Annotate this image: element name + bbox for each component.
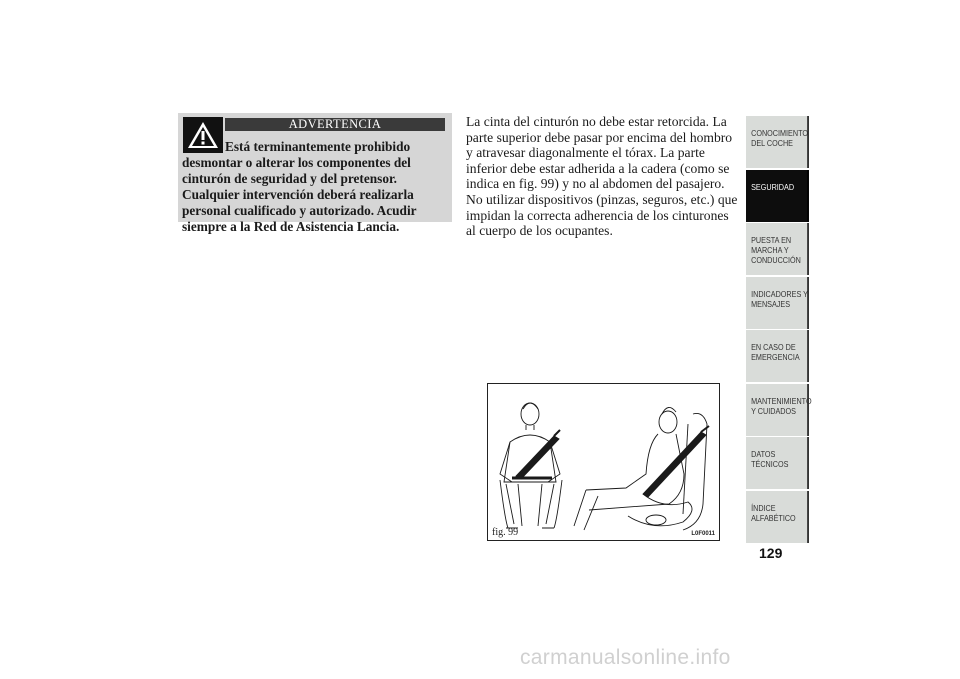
tab-datos-tecnicos[interactable] (746, 437, 809, 489)
warning-title: ADVERTENCIA (225, 118, 445, 131)
tab-label: ÍNDICE ALFABÉTICO (751, 502, 796, 523)
tab-label: SEGURIDAD (751, 181, 795, 192)
page-number: 129 (759, 545, 783, 561)
tab-seguridad[interactable] (746, 170, 809, 222)
tab-conocimiento-del-coche[interactable] (746, 116, 809, 168)
tab-indice-alfabetico[interactable] (746, 491, 809, 543)
tab-label: INDICADORES Y MENSAJES (751, 288, 808, 309)
tab-label: CONOCIMIENTO DEL COCHE (751, 128, 808, 148)
warning-text: Está terminantemente prohibido desmontar o alterar los componentes del cinturón de seguridad y del pretensor. Cualquier intervención deberá realizarla personal cualificado y autorizado. Acudir siempre a la Red de Asistencia Lancia. (182, 139, 417, 234)
tab-label: PUESTA EN MARCHA Y CONDUCCIÓN (751, 235, 801, 265)
tab-emergencia[interactable] (746, 330, 809, 382)
tab-puesta-en-marcha[interactable] (746, 223, 809, 275)
tab-mantenimiento[interactable] (746, 384, 812, 436)
watermark: carmanualsonline.info (520, 646, 731, 669)
seatbelt-illustration (488, 384, 721, 542)
body-paragraph: La cinta del cinturón no debe estar retorcida. La parte superior debe pasar por encima del hombro y atravesar diagonalmente el tórax. La parte inferior debe estar adherida a la cadera (como se indica en fig. 99) y no al abdomen del pasajero. No utilizar dispositivos (pinzas, seguros, etc.) que impidan la correcta adherencia de los cinturones al cuerpo de los ocupantes. (466, 114, 738, 239)
section-tabs (746, 116, 820, 544)
tab-label: DATOS TÉCNICOS (751, 449, 789, 469)
figure-seatbelt-illustration (487, 383, 720, 541)
tab-label: MANTENIMIENTO Y CUIDADOS (751, 395, 812, 416)
figure-code: L0F0011 (691, 531, 715, 537)
tab-label: EN CASO DE EMERGENCIA (751, 342, 800, 362)
figure-caption: fig. 99 (492, 527, 519, 538)
tab-indicadores[interactable] (746, 277, 809, 329)
warning-box (178, 113, 452, 234)
